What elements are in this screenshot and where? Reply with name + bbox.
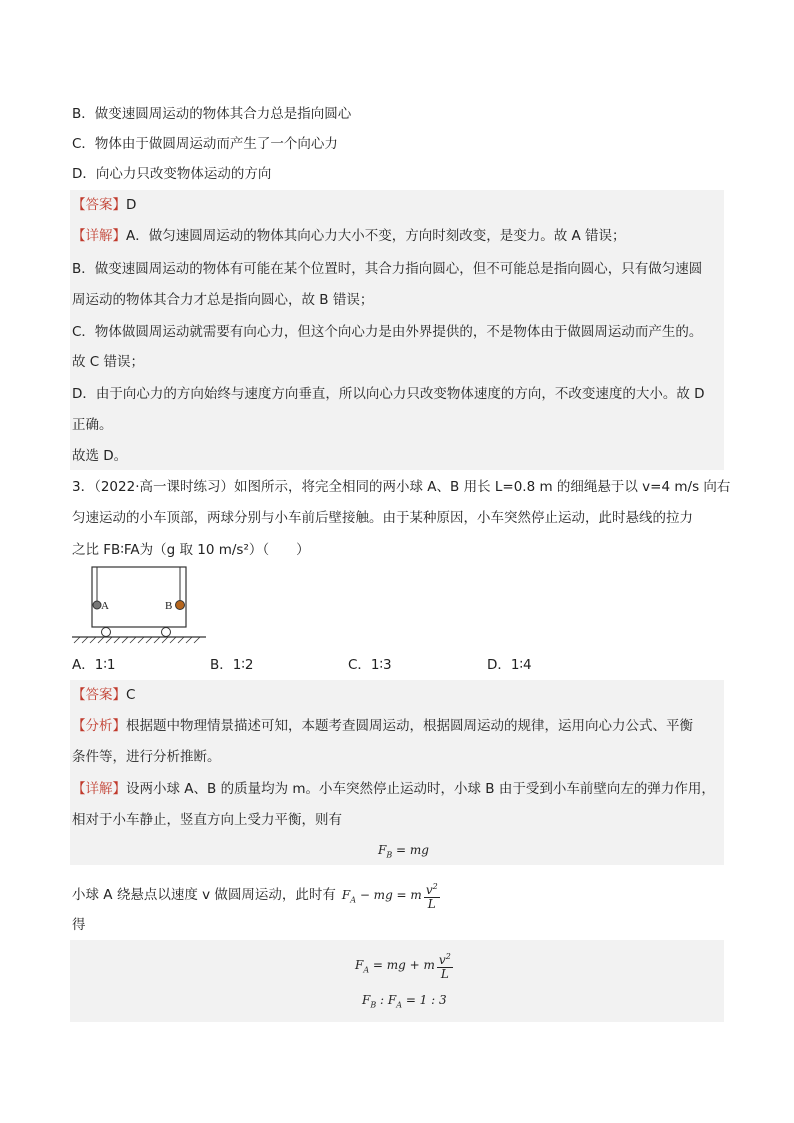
q2-detail-line-4: C．物体做圆周运动就需要有向心力，但这个向心力是由外界提供的，不是物体由于做圆周运动而产生的。: [72, 324, 703, 340]
q2-detail-line-8: 故选 D。: [72, 448, 128, 464]
q2-option-c: C．物体由于做圆周运动而产生了一个向心力: [72, 136, 338, 152]
q3-stem-line-3: 之比 FB∶FA为（g 取 10 m/s²）（ ）: [72, 542, 310, 558]
q2-detail-line-1: 【详解】A．做匀速圆周运动的物体其向心力大小不变，方向时刻改变，是变力。故 A 错误；: [72, 228, 626, 244]
ball-b-label: B: [165, 600, 173, 612]
q3-option-b: B．1∶2: [210, 657, 254, 673]
equation-fa-inline: $F_A$ − mg = m $\frac{v^2}{L}$: [341, 882, 438, 911]
q2-detail-line-5: 故 C 错误；: [72, 354, 145, 370]
equation-fb: $F_B$ = mg: [378, 843, 429, 860]
q2-detail-line-3: 周运动的物体其合力才总是指向圆心，故 B 错误；: [72, 292, 374, 308]
q2-option-b: B．做变速圆周运动的物体其合力总是指向圆心: [72, 106, 352, 122]
q2-detail-line-2: B．做变速圆周运动的物体有可能在某个位置时，其合力指向圆心，但不可能总是指向圆心，只有做匀速圆: [72, 261, 703, 277]
q3-answer: 【答案】C: [72, 687, 136, 703]
q3-option-c: C．1∶3: [348, 657, 392, 673]
q3-detail-line-2: 相对于小车静止，竖直方向上受力平衡，则有: [72, 812, 342, 828]
q3-analysis-line-1: 【分析】根据题中物理情景描述可知，本题考查圆周运动，根据圆周运动的规律，运用向心力公式、平衡: [72, 718, 693, 734]
q2-answer: 【答案】D: [72, 197, 137, 213]
wheel-right: [162, 628, 171, 637]
ball-a-label: A: [101, 600, 109, 612]
ball-a: [93, 601, 101, 609]
q3-analysis-line-2: 条件等，进行分析推断。: [72, 749, 221, 765]
q2-detail-line-6: D．由于向心力的方向始终与速度方向垂直，所以向心力只改变物体速度的方向，不改变速度的大小。故 D: [72, 386, 705, 402]
equation-ratio: $F_B$ : $F_A = 1$ : 3: [362, 993, 447, 1010]
q2-detail-line-7: 正确。: [72, 417, 113, 433]
q3-option-a: A．1∶1: [72, 657, 116, 673]
cart-figure: [70, 565, 210, 645]
q3-after-eq1: 小球 A 绕悬点以速度 v 做圆周运动，此时有 $F_A$ − mg = m $\frac{v^2}{L}$: [72, 882, 438, 911]
q2-option-d: D．向心力只改变物体运动的方向: [72, 166, 272, 182]
q3-stem-line-1: 3．（2022·高一课时练习）如图所示，将完全相同的两小球 A、B 用长 L=0.8 m 的细绳悬于以 v=4 m/s 向右: [72, 479, 731, 495]
q3-de: 得: [72, 917, 86, 933]
equation-fa: $F_A$ = mg + m $\frac{v^2}{L}$: [355, 952, 451, 981]
q3-option-d: D．1∶4: [487, 657, 532, 673]
q3-detail-line-1: 【详解】设两小球 A、B 的质量均为 m。小车突然停止运动时，小球 B 由于受到小车前壁向左的弹力作用，: [72, 781, 715, 797]
wheel-left: [102, 628, 111, 637]
q3-answer-block: [70, 680, 724, 865]
q3-stem-line-2: 匀速运动的小车顶部，两球分别与小车前后壁接触。由于某种原因，小车突然停止运动，此时悬线的拉力: [72, 510, 693, 526]
ball-b: [176, 601, 185, 610]
